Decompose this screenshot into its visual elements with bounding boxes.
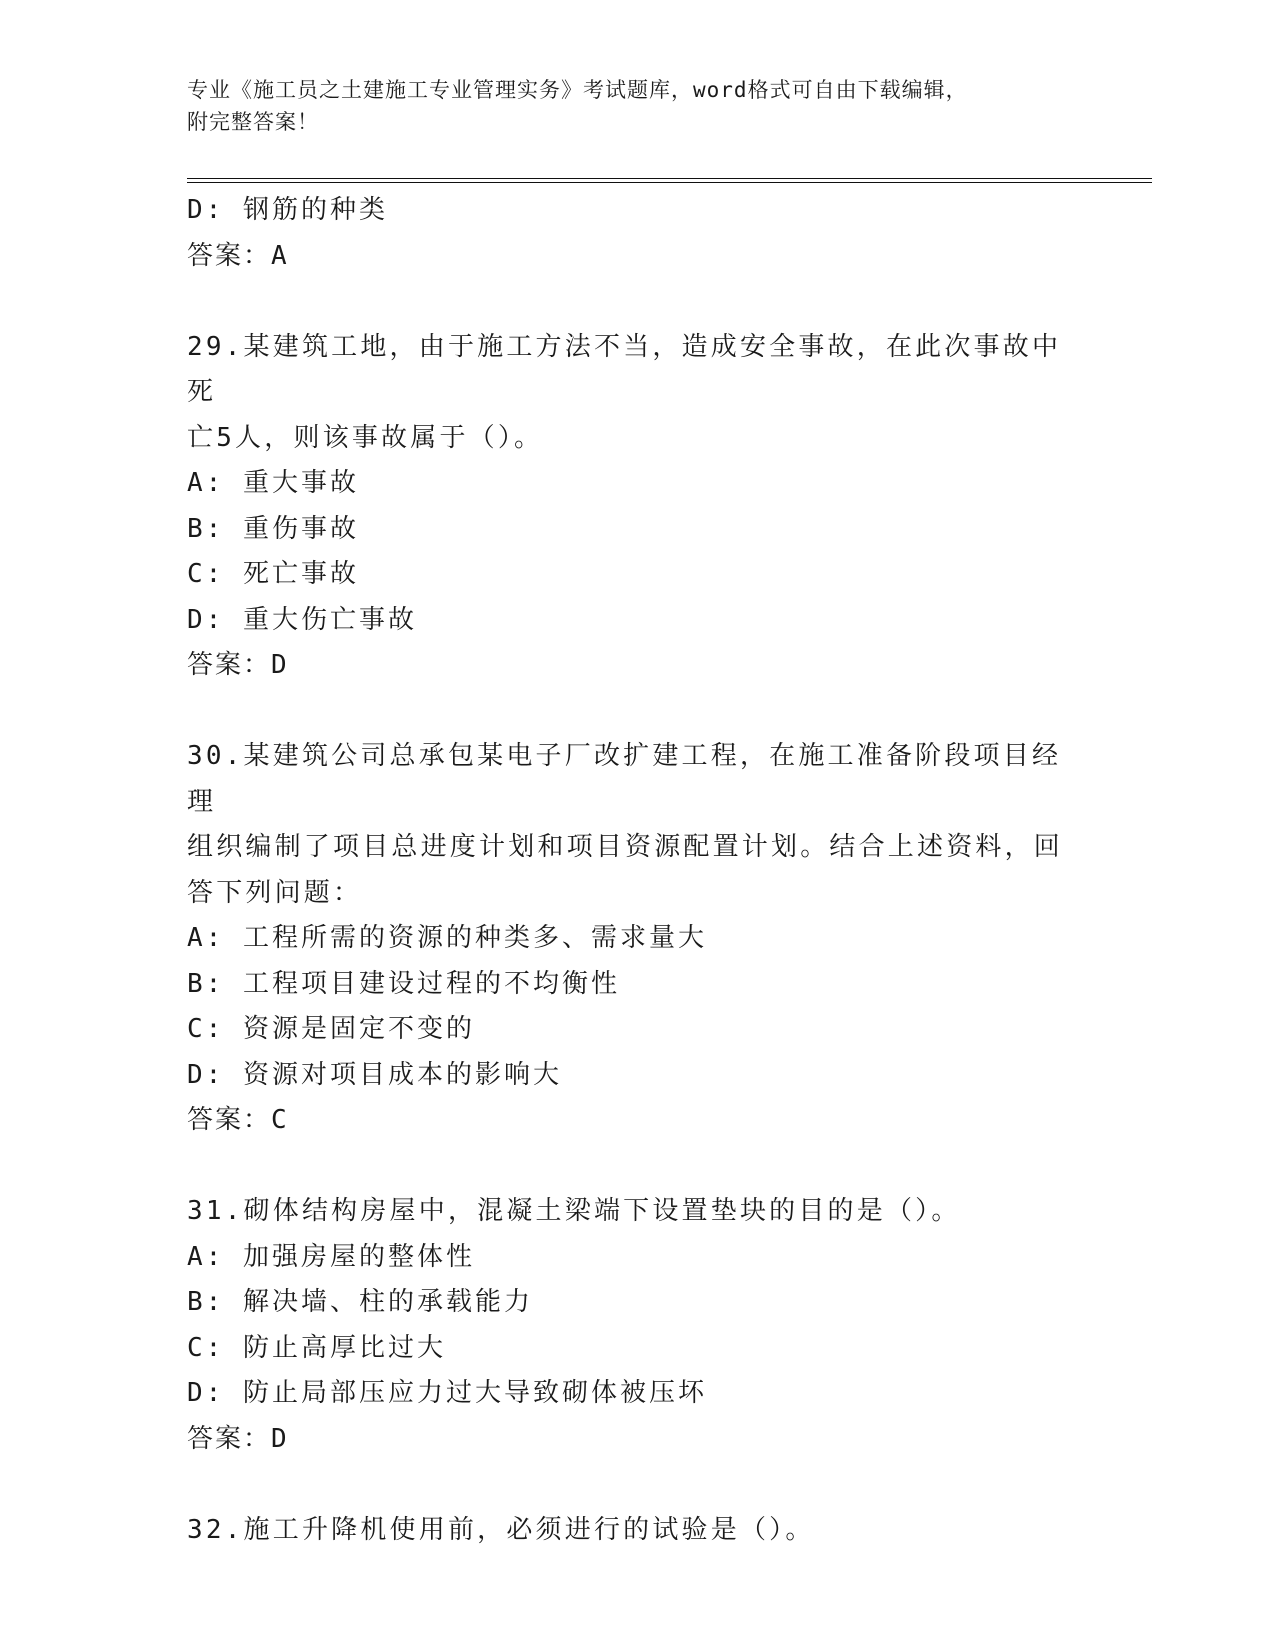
option-d: D: 防止局部压应力过大导致砌体被压坏: [187, 1378, 707, 1408]
answer-value: A: [271, 240, 289, 271]
answer-value: C: [271, 1105, 289, 1135]
option-a: A: 工程所需的资源的种类多、需求量大: [187, 923, 707, 953]
answer: [187, 1098, 1087, 1144]
header-rule-top: [187, 178, 1152, 179]
option-c: C: 死亡事故: [187, 559, 359, 589]
page-header: [187, 74, 1087, 138]
option-d: D: 重大伤亡事故: [187, 604, 417, 635]
answer-value: D: [271, 1423, 289, 1454]
question-stem-line: 29.某建筑工地，由于施工方法不当，造成安全事故，在此次事故中死: [187, 331, 1062, 407]
option-d: D: 资源对项目成本的影响大: [187, 1059, 562, 1090]
question-list: [187, 188, 1087, 1553]
header-line-2: 附完整答案！: [187, 110, 319, 134]
question-stem-line: 31.砌体结构房屋中，混凝土梁端下设置垫块的目的是（）。: [187, 1196, 961, 1226]
option-b: B: 解决墙、柱的承载能力: [187, 1287, 533, 1317]
answer: [187, 643, 1087, 689]
answer-label: 答案：: [187, 1105, 272, 1135]
option-b: B: 重伤事故: [187, 513, 359, 544]
option-a: A: 加强房屋的整体性: [187, 1241, 475, 1272]
question-29: [187, 325, 1087, 689]
header-line-1: 专业《施工员之土建施工专业管理实务》考试题库，word格式可自由下载编辑，: [187, 78, 968, 102]
answer-label: 答案：: [187, 240, 272, 271]
answer-label: 答案：: [187, 650, 272, 680]
question-30: [187, 734, 1087, 1144]
question-stem-line: 亡5人，则该事故属于（）。: [187, 422, 544, 453]
question-stem-line: 组织编制了项目总进度计划和项目资源配置计划。结合上述资料，回: [187, 832, 1064, 862]
prev-option-d: D: 钢筋的种类: [187, 195, 388, 225]
option-b: B: 工程项目建设过程的不均衡性: [187, 968, 620, 999]
option-c: C: 防止高厚比过大: [187, 1332, 446, 1363]
prev-answer: [187, 234, 1087, 280]
header-rule-bottom: [187, 182, 1152, 183]
option-c: C: 资源是固定不变的: [187, 1014, 475, 1044]
answer-label: 答案：: [187, 1423, 272, 1454]
question-32: [187, 1508, 1087, 1554]
question-stem-line: 32.施工升降机使用前，必须进行的试验是（）。: [187, 1514, 815, 1545]
question-31: [187, 1189, 1087, 1462]
answer-value: D: [271, 650, 289, 680]
question-stem-line: 答下列问题：: [187, 877, 363, 908]
question-stem-line: 30.某建筑公司总承包某电子厂改扩建工程，在施工准备阶段项目经理: [187, 741, 1062, 817]
answer: [187, 1417, 1087, 1463]
option-a: A: 重大事故: [187, 468, 359, 498]
